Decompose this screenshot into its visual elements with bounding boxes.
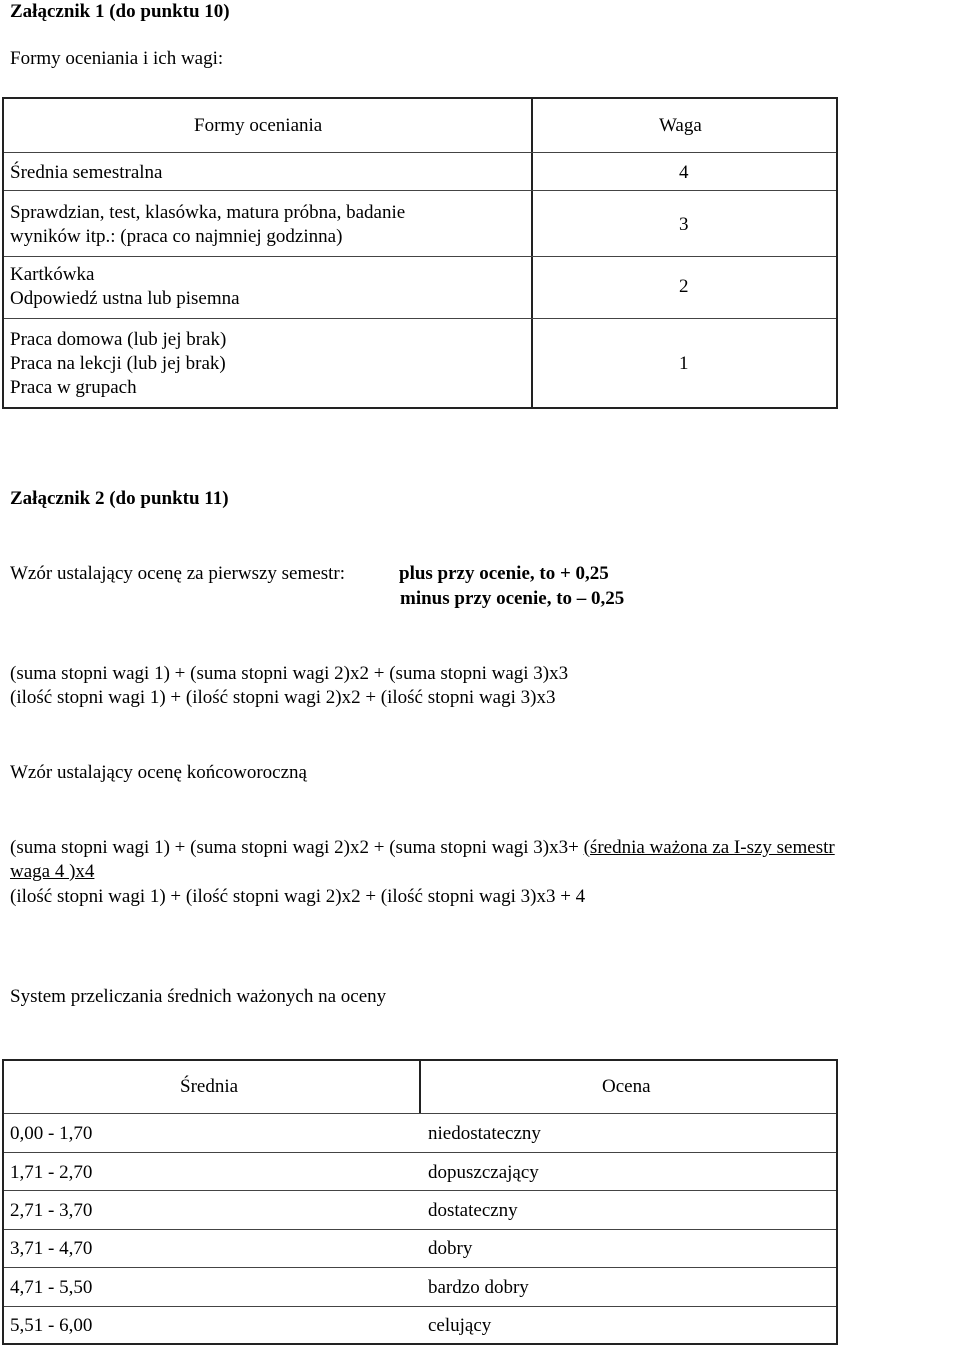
table-row-range: 2,71 - 3,70 [10,1200,93,1221]
table-row-weight: 2 [679,276,689,297]
table-row-weight: 3 [679,214,689,235]
final-numerator-line2: waga 4 )x4 [10,861,95,882]
final-numerator-text: (suma stopni wagi 1) + (suma stopni wagi 2)x2 + (suma stopni wagi 3)x3+ [10,837,579,858]
table-row-divider [4,1306,836,1307]
table-row-divider [4,152,836,153]
table-row-label: Praca na lekcji (lub jej brak) [10,353,226,374]
table-header-weight: Waga [659,115,702,136]
table-row-label: Praca domowa (lub jej brak) [10,329,227,350]
table-row-range: 4,71 - 5,50 [10,1277,93,1298]
table-row-range: 3,71 - 4,70 [10,1238,93,1259]
final-formula-intro: Wzór ustalający ocenę końcoworoczną [10,762,307,783]
table-row-label: Sprawdzian, test, klasówka, matura próbna, badanie [10,202,406,223]
table-header-grade: Ocena [602,1076,651,1097]
semester-formula-intro: Wzór ustalający ocenę za pierwszy semestr: [10,563,345,584]
final-denominator: (ilość stopni wagi 1) + (ilość stopni wagi 2)x2 + (ilość stopni wagi 3)x3 + 4 [10,886,586,907]
semester-denominator: (ilość stopni wagi 1) + (ilość stopni wagi 2)x2 + (ilość stopni wagi 3)x3 [10,687,556,708]
table-column-divider [531,99,533,407]
table-row-divider [4,318,836,319]
table-row-divider [4,190,836,191]
weights-table [2,97,838,409]
table-row-range: 0,00 - 1,70 [10,1123,93,1144]
table-row-label: Odpowiedź ustna lub pisemna [10,288,240,309]
table-column-divider [419,1061,421,1113]
table-row-divider [4,1267,836,1268]
table-row-label: Średnia semestralna [10,162,163,183]
plus-rule: plus przy ocenie, to + 0,25 [399,563,609,584]
table-row-divider [4,1229,836,1230]
section1-title: Załącznik 1 (do punktu 10) [10,1,230,22]
table-row-range: 1,71 - 2,70 [10,1162,93,1183]
section1-subtitle: Formy oceniania i ich wagi: [10,48,224,69]
final-numerator [10,836,835,860]
table-row-grade: dopuszczający [428,1162,539,1183]
section2-title: Załącznik 2 (do punktu 11) [10,488,229,509]
table-row-divider [4,1113,836,1114]
table-header-forms: Formy oceniania [194,115,323,136]
section3-title: System przeliczania średnich ważonych na oceny [10,986,387,1007]
table-row-divider [4,1152,836,1153]
table-row-grade: niedostateczny [428,1123,541,1144]
table-row-label: Kartkówka [10,264,95,285]
semester-numerator: (suma stopni wagi 1) + (suma stopni wagi 2)x2 + (suma stopni wagi 3)x3 [10,663,569,684]
table-row-divider [4,1190,836,1191]
minus-rule: minus przy ocenie, to – 0,25 [400,588,625,609]
table-row-label: wyników itp.: (praca co najmniej godzinna) [10,226,343,247]
table-row-weight: 1 [679,353,689,374]
table-row-grade: celujący [428,1315,492,1336]
table-row-label: Praca w grupach [10,377,137,398]
table-row-weight: 4 [679,162,689,183]
table-row-range: 5,51 - 6,00 [10,1315,93,1336]
table-row-grade: bardzo dobry [428,1277,529,1298]
table-row-grade: dobry [428,1238,473,1259]
grades-table [2,1059,838,1345]
table-row-divider [4,256,836,257]
table-row-grade: dostateczny [428,1200,518,1221]
table-header-average: Średnia [180,1076,239,1097]
final-numerator-underlined: (średnia ważona za I-szy semestr [583,837,835,858]
